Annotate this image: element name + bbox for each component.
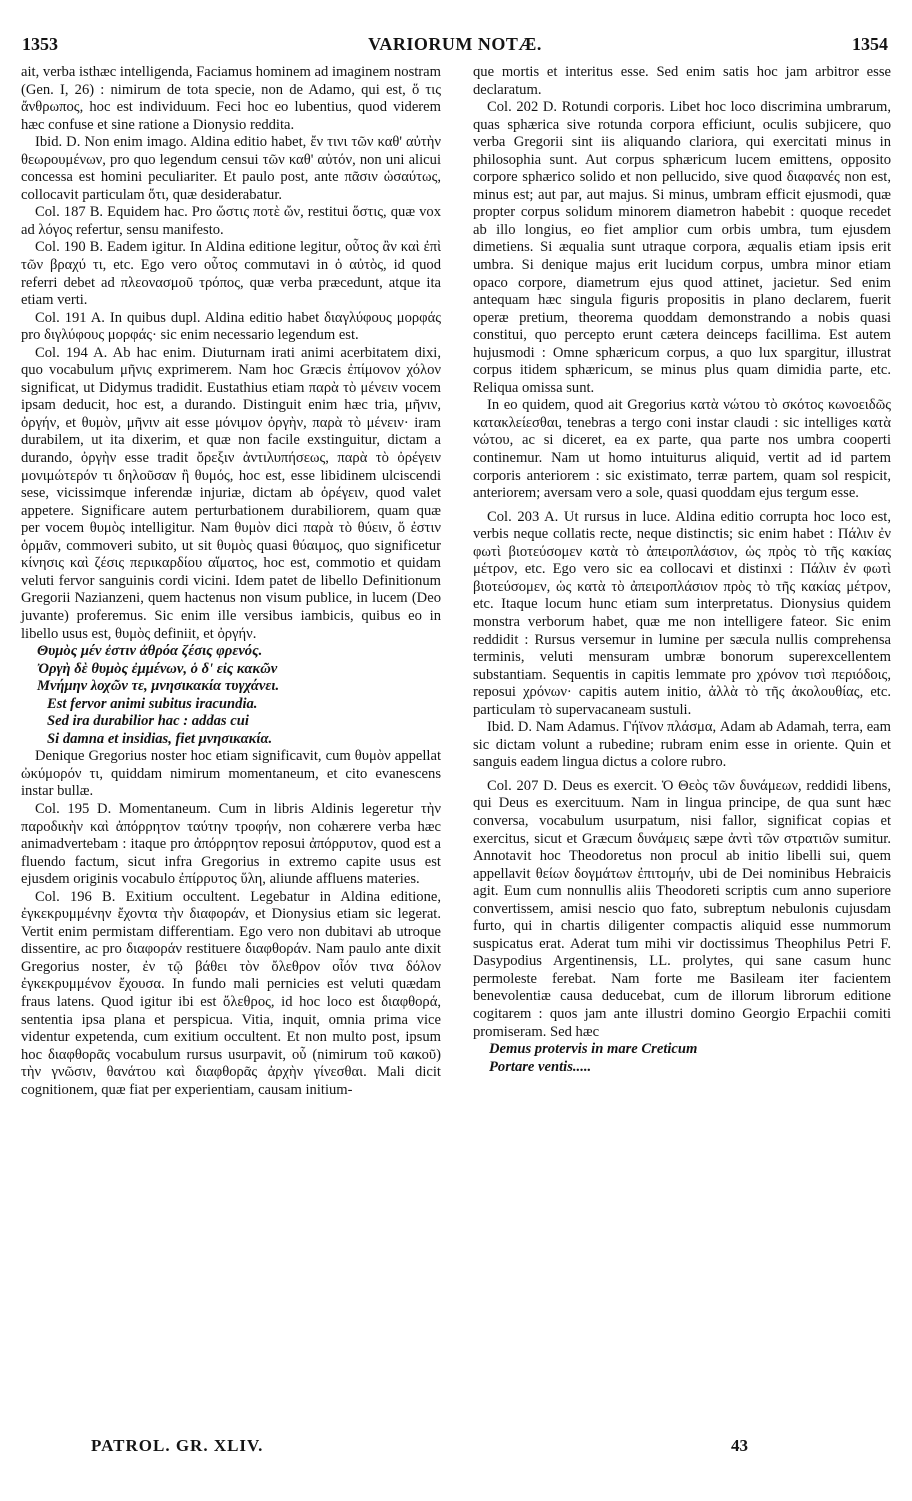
left-column [21,64,441,1099]
verse-line: Est fervor animi subitus iracundia. [47,695,258,712]
paragraph: Col. 187 B. Equidem hac. Pro ὥστις ποτὲ ὤν, restitui ὅστις, quæ vox ad λόγος refertur, sensu manifesto. [21,204,441,238]
paragraph: Ibid. D. Non enim imago. Aldina editio habet, ἔν τινι τῶν καθ' αὐτὴν θεωρουμένων, pro quo legendum censui τῶν καθ' αὐτόν, non uni alicui concessa est homini peculiariter. Et paulo post, ante πᾶσιν ὡσαύτως, collocavit particulam ὅτι, quæ desiderabatur. [21,134,441,203]
verse-line: Μνήμην λοχῶν τε, μνησικακία τυγχάνει. [37,678,280,695]
paragraph: Col. 191 A. In quibus dupl. Aldina editio habet διαγλύφους μορφάς pro διγλύφους μορφάς· sic enim necessario legendum est. [21,309,441,344]
paragraph: In eo quidem, quod ait Gregorius κατὰ νώτου τὸ σκότος κωνοειδῶς κατακλείεσθαι, tenebras a tergo coni instar claudi : sic intelliges κατὰ νώτου, ac si diceret, ea ex parte, qua parte nos umbra cooperti continemur. Nam ut homo intuiturus aliquid, vertit ad id partem corporis anteriorem : sic existimato, terræ partem, quam sol respicit, anteriorem; aversam vero a sole, quasi quoddam ejus tergum esse. [473,397,891,502]
paragraph: Col. 202 D. Rotundi corporis. Libet hoc loco discrimina umbrarum, quas sphærica sive rotunda corpora efficiunt, oculis subjicere, quo verba Gregorii sint iis aliquando clariora, qui exercitati minus in philosophia sunt. Aut corpus sphæricum lucem emittens, opposito corpore sphærico solido et non pellucido, sive quod διαφανές non est, minus est; aut par, aut majus. Si minus, umbram efficit ejusmodi, quæ propter corpus solidum minorem diametron habebit : quoque recedet ab illo longius, eo fiet amplior cum orbis umbra, tum ejusdem dimetiens. Si æqualia sunt utraque corpora, æqualis etiam ipsis erit umbra. Si denique majus erit lucidum corpus, umbra minor etiam opaco corpore, diametrum ejus quod attinet, jacietur. Sed enim antequam hæc singula figuris propositis in plano declarem, fuerit operæ pretium, theorema quoddam demonstrando a nobis quasi constitui, quo percepto erunt cætera deinceps facillima. Est autem hujusmodi : Omne sphæricum corpus, a quo lux spargitur, illustrat corpus itidem sphæricum, se minus plus quam dimidia parte, etc. Reliqua omissa sunt. [473,99,891,396]
paragraph: Col. 196 B. Exitium occultent. Legebatur in Aldina editione, ἐγκεκρυμμένην ἔχοντα τὴν διαφοράν, et Dionysius etiam sic legerat. Vertit enim permistam differentiam. Ego vero non dubitavi ab utroque dissentire, ac pro διαφοράν restituere διαφθοράν. Nam paulo ante dixit Gregorius noster, ἐν τῷ βάθει τὸν ὄλεθρον οἷόν τινα δόλον ἐγκεκρυμμένον ἔχουσα. In fundo mali pernicies est veluti quædam fraus latens. Quod igitur ibi est ὄλεθρος, id hoc loco est διαφθορά, sententia ipsa plana et perspicua. Vitia, inquit, omnia prima vice videntur expetenda, cum exitium occultent. Et non multo post, ipsum hoc διαφθορᾶς vocabulum rursus usurpavit, οὗ (nimirum τοῦ κακοῦ) τὴν γνῶσιν, θανάτου καὶ διαφθορᾶς ἀρχὴν γίνεσθαι. Mali dicit cognitionem, quæ fiat per experientiam, causam initium- [21,888,441,1098]
verse-line: Portare ventis..... [489,1058,592,1075]
verse-line: Si damna et insidias, fiet μνησικακία. [47,730,273,747]
paragraph: Col. 203 A. Ut rursus in luce. Aldina editio corrupta hoc loco est, verbis neque collatis recte, neque distinctis; sic enim habet : Πάλιν ἐν φωτὶ βιοτεύσομεν κατὰ τὸ ἀπειροπλάσιον, ὡς πρὸς τὸ τῆς κακίας μέτρον, etc. Ego vero sic ea collocavi et distinxi : Πάλιν ἐν φωτὶ βιοτεύσομεν, ὡς κατὰ τὸ ἀπειροπλάσιον πρὸς τὸ τῆς κακίας μέτρον, etc. Itaque locum hunc etiam sum interpretatus. Dionysius quidem monstra verborum habet, quæ me non intelligere fateor. Sic enim reddidit : Rursus versemur in lumine per sæcula nullis comprehensa terminis, veluti mensuram umbræ bonorum superexcellentem substantiam. Sequentis in capitis lemmate pro χρόνον τισὶ περιόδοις, reposui χρόνων· capitis autem initio, ἀλλὰ τὸ τῆς ἀκολουθίας, etc. particulam τὸ supervacaneam sustuli. [473,508,891,718]
verse-line: Θυμὸς μέν ἐστιν ἀθρόα ζέσις φρενός. [37,643,263,660]
right-column [473,64,891,1076]
paragraph: Col. 190 B. Eadem igitur. In Aldina editione legitur, οὗτος ἂν καὶ ἐπὶ τῶν βραχύ τι, etc. Ego vero οὗτος commutavi in ὁ αὐτὸς, id quod referri debet ad πλεονασμοῦ τρόπος, quæ verba præcedunt, atque ita etiam verti. [21,239,441,309]
page-number-left: 1353 [22,34,58,54]
verse-line: Ὀργὴ δὲ θυμὸς ἐμμένων, ὁ δ' εἰς κακῶν [37,660,278,677]
paragraph: Ibid. D. Nam Adamus. Γήϊνον πλάσμα, Adam ab Adamah, terra, eam sic dictam volunt a rubedine; rubram enim esse in oriente. Quin et sanguis eadem lingua dictus a colore rubro. [473,719,891,771]
footer-sheet-number: 43 [731,1436,748,1455]
paragraph: Col. 195 D. Momentaneum. Cum in libris Aldinis legeretur τὴν παροδικὴν καὶ ἀπόρρητον ταύτην τροφήν, non cohærere verba hæc animadvertebam : itaque pro ἀπόρρητον reposui ἀπόρρυτον, quod est a fluendo factum, sicut infra Gregorius in extremo capite usus est ejusdem originis vocabulo ἐπίρρυτος ὕλη, aliunde affluens materies. [21,800,441,888]
footer [21,1436,888,1460]
page-number-right: 1354 [852,34,888,54]
paragraph: que mortis et interitus esse. Sed enim satis hoc jam arbitror esse declaratum. [473,64,891,98]
paragraph: Col. 207 D. Deus es exercit. Ὁ Θεὸς τῶν δυνάμεων, reddidi libens, qui Deus es exercituum. Nam in lingua principe, de qua sunt hæc conversa, vocabulum usurpatum, nisi fallor, significat copias et exercitus, sicut et Græcum δυνάμεις sæpe ἀντὶ τῶν στρατιῶν sumitur. Annotavit hoc Theodoretus non procul ab initio libelli sui, quem appellavit θείων δογμάτων ἐπιτομήν, ubi de Dei nominibus Hebraicis agit. Eum cum nonnullis aliis Theodoreti scriptis cum anno superiore convertissem, amisi nescio quo fato, subreptum nebulonis cujusdam furto, qui in chartis diligenter compactis aliquid esse nummorum suspicatus erat. Aderat tum mihi vir doctissimus Theophilus Petri F. Dasypodius Argentinensis, LL. prolytes, qui sane casum hunc permoleste ferebat. Nam forte me Basileam iter facientem benevolentiæ causa deducebat, cum de illorum librorum editione cogitarem : quos jam ante illustri domino Georgio Erpachii comiti promiseram. Sed hæc [473,777,891,1040]
paragraph: Denique Gregorius noster hoc etiam significavit, cum θυμὸν appellat ὠκύμορόν τι, quiddam nimirum momentaneum, et cito evanescens instar bullæ. [21,748,441,800]
footer-signature: PATROL. GR. XLIV. [91,1436,264,1455]
paragraph: ait, verba isthæc intelligenda, Faciamus hominem ad imaginem nostram (Gen. I, 26) : nimirum de tota specie, non de Adamo, qui est, ὅ τις ἄνθρωπος, hoc est individuum. Feci hoc eo lubentius, quod viderem hæc confuse et sine ratione a Dionysio reddita. [21,64,441,133]
verse-line: Sed ira durabilior hac : addas cui [47,713,249,730]
running-title: VARIORUM NOTÆ. [368,34,542,54]
verse-line: Demus protervis in mare Creticum [489,1041,698,1058]
paragraph: Col. 194 A. Ab hac enim. Diuturnam irati animi acerbitatem dixi, quo vocabulum μῆνις exprimerem. Nam hoc Græcis ἐπίμονον χόλον significat, ut Didymus tradidit. Eustathius etiam παρὰ τὸ μένειν vocem ipsam deducit, hoc est, a durando. Distinguit enim hæc tria, μῆνιν, ὀργήν, et θυμὸν, μῆνιν ait esse μόνιμον ὀργὴν, παρὰ τὸ μένειν· iram durabilem, ut ita dixerim, et quæ non facile exstinguitur, dictam a durando, ὀργὴν esse tradit ὄρεξιν ἀντιλυπήσεως, παρὰ τὸ ὀρέγειν μονιμώτερόν τι δηλοῦσαν ἢ θυμός, hoc est, esse libidinem ulciscendi sese, vicissimque inferendæ injuriæ, dictam ab ὀρέγειν, quod valet appetere. Significare autem perturbationem durabiliorem, quam quæ per vocem θυμὸς intelligitur. Nam θυμὸν dici παρὰ τὸ θύειν, ὅ ἐστιν ὁρμᾶν, commoveri subito, ut sit θυμὸς quasi θύαιμος, quo significetur κίνησις καὶ ζέσις περικαρδίου αἵματος, hoc est, commotio et quidam veluti fervor sanguinis cordi vicini. Idem patet de libello Definitionum Gregorii Nazianzeni, quem hactenus non visum publice, in lucem (Deo juvante) proferemus. Sic enim ille versibus iambicis, quibus eo in libello usus est, θυμὸς definiit, et ὀργήν. [21,344,441,642]
running-header [22,34,888,60]
